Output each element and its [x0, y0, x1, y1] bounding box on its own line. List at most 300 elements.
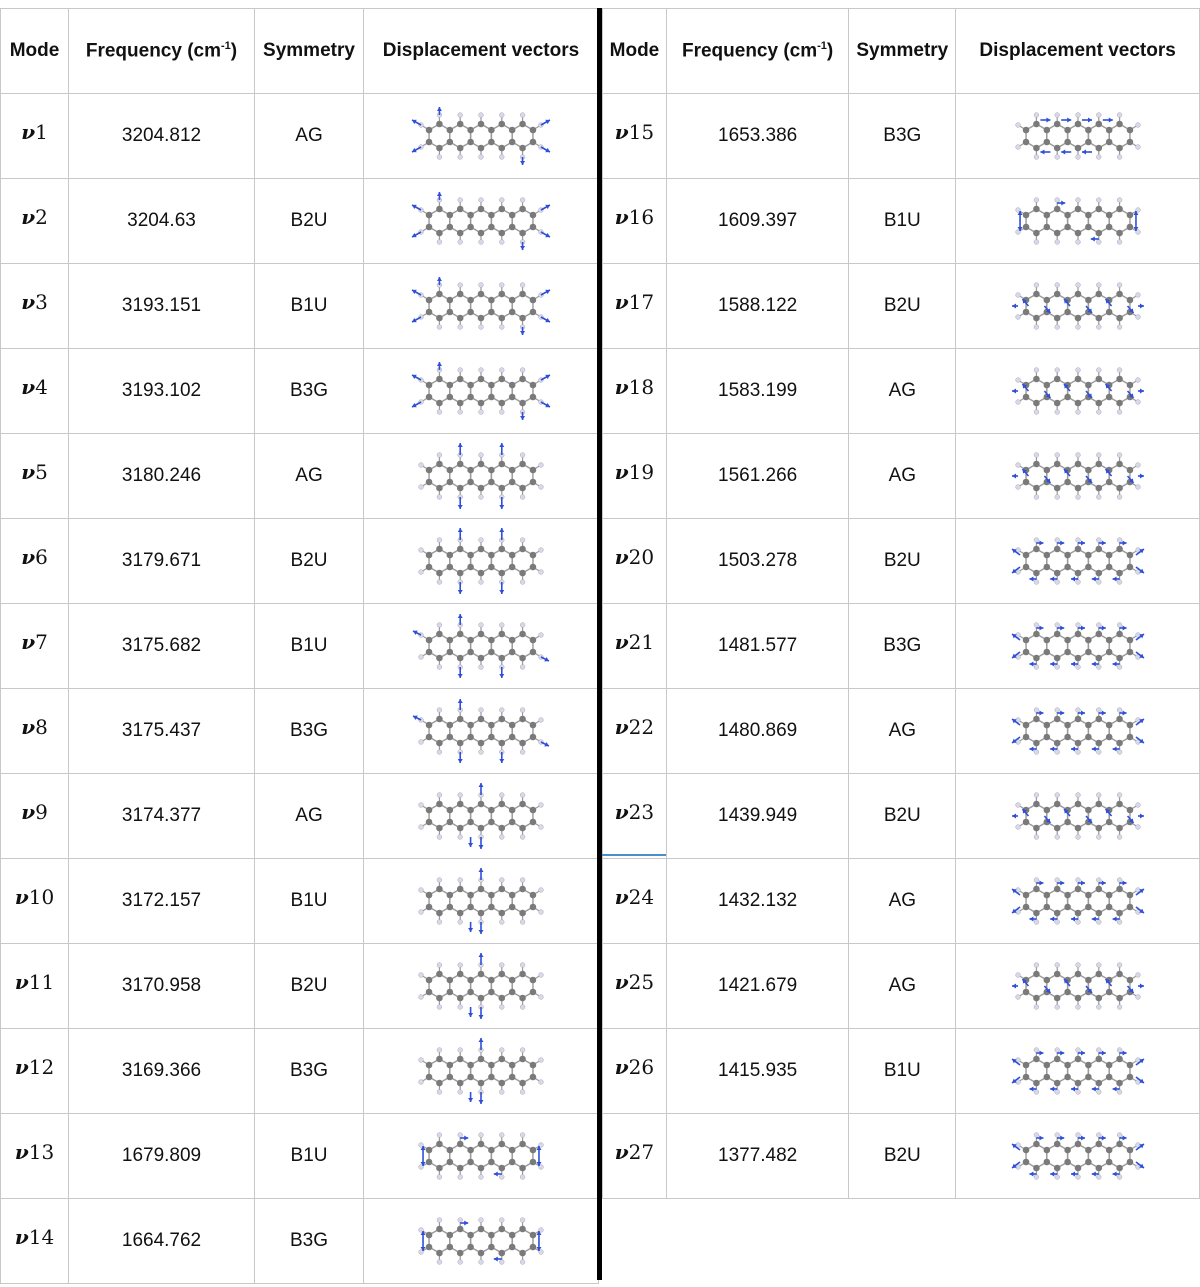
- carbon-atom: [1126, 564, 1133, 571]
- carbon-atom: [1074, 546, 1081, 553]
- hydrogen-atom: [1117, 283, 1122, 288]
- frequency-cell: 1561.266: [666, 434, 848, 519]
- mode-cell: [603, 689, 667, 774]
- mode-number: 21: [628, 629, 655, 654]
- carbon-atom: [1064, 892, 1071, 899]
- carbon-atom: [436, 1080, 443, 1087]
- carbon-atom: [1033, 1141, 1040, 1148]
- table-row: [603, 1029, 1200, 1114]
- carbon-atom: [467, 637, 474, 644]
- carbon-atom: [509, 309, 516, 316]
- hydrogen-atom: [539, 973, 544, 978]
- carbon-atom: [1064, 139, 1071, 146]
- carbon-atom: [1095, 1056, 1102, 1063]
- carbon-atom: [1116, 655, 1123, 662]
- mode-number: 19: [628, 459, 655, 484]
- carbon-atom: [1126, 467, 1133, 474]
- displacement-vectors-cell: [956, 1029, 1200, 1114]
- carbon-atom: [498, 546, 505, 553]
- hydrogen-atom: [1054, 1175, 1059, 1180]
- hydrogen-atom: [1054, 623, 1059, 628]
- carbon-atom: [530, 139, 537, 146]
- carbon-atom: [1126, 977, 1133, 984]
- displacement-vectors-cell: [956, 434, 1200, 519]
- carbon-atom: [1054, 910, 1061, 917]
- carbon-atom: [1064, 564, 1071, 571]
- table-row: [603, 434, 1200, 519]
- carbon-atom: [1033, 485, 1040, 492]
- mode-number: 24: [628, 884, 655, 909]
- carbon-atom: [1106, 989, 1113, 996]
- hydrogen-atom: [437, 793, 442, 798]
- hydrogen-atom: [1054, 538, 1059, 543]
- mode-symbol: ν: [14, 1224, 29, 1249]
- carbon-atom: [1033, 716, 1040, 723]
- mode-number: 23: [628, 799, 655, 824]
- hydrogen-atom: [437, 1260, 442, 1265]
- carbon-atom: [509, 819, 516, 826]
- displacement-arrow: [1138, 304, 1144, 309]
- mode-number: 10: [28, 884, 55, 909]
- carbon-atom: [1043, 722, 1050, 729]
- displacement-arrow: [1012, 474, 1018, 479]
- displacement-arrow: [541, 375, 550, 380]
- mode-cell: [1, 179, 69, 264]
- carbon-atom: [1116, 1080, 1123, 1087]
- carbon-atom: [1074, 230, 1081, 237]
- carbon-atom: [1064, 1159, 1071, 1166]
- carbon-atom: [426, 637, 433, 644]
- hydrogen-atom: [419, 570, 424, 575]
- hydrogen-atom: [1096, 1048, 1101, 1053]
- hydrogen-atom: [520, 538, 525, 543]
- mode-cell: [1, 774, 69, 859]
- hydrogen-atom: [479, 283, 484, 288]
- displacement-vectors-cell: [956, 179, 1200, 264]
- hydrogen-atom: [479, 240, 484, 245]
- displacement-arrow: [1138, 984, 1144, 989]
- carbon-atom: [1022, 552, 1029, 559]
- carbon-atom: [478, 825, 485, 832]
- carbon-atom: [1116, 971, 1123, 978]
- hydrogen-atom: [419, 888, 424, 893]
- displacement-arrow: [1082, 118, 1092, 123]
- carbon-atom: [519, 1165, 526, 1172]
- carbon-atom: [426, 989, 433, 996]
- carbon-atom: [498, 1056, 505, 1063]
- hydrogen-atom: [1034, 410, 1039, 415]
- hydrogen-atom: [479, 708, 484, 713]
- carbon-atom: [457, 801, 464, 808]
- hydrogen-atom: [1117, 1048, 1122, 1053]
- carbon-atom: [447, 479, 454, 486]
- carbon-atom: [1095, 910, 1102, 917]
- hydrogen-atom: [499, 1133, 504, 1138]
- carbon-atom: [1043, 382, 1050, 389]
- hydrogen-atom: [1015, 293, 1020, 298]
- carbon-atom: [498, 570, 505, 577]
- carbon-atom: [1095, 570, 1102, 577]
- carbon-atom: [488, 552, 495, 559]
- carbon-atom: [530, 977, 537, 984]
- mode-number: 16: [628, 204, 655, 229]
- hydrogen-atom: [1015, 463, 1020, 468]
- displacement-arrow: [541, 205, 550, 210]
- carbon-atom: [1064, 819, 1071, 826]
- carbon-atom: [467, 1159, 474, 1166]
- carbon-atom: [1095, 461, 1102, 468]
- carbon-atom: [488, 649, 495, 656]
- carbon-atom: [530, 212, 537, 219]
- carbon-atom: [519, 376, 526, 383]
- hydrogen-atom: [499, 920, 504, 925]
- carbon-atom: [1043, 1147, 1050, 1154]
- carbon-atom: [1074, 886, 1081, 893]
- carbon-atom: [436, 145, 443, 152]
- hydrogen-atom: [437, 665, 442, 670]
- hydrogen-atom: [499, 878, 504, 883]
- symmetry-cell: B2U: [255, 519, 364, 604]
- carbon-atom: [498, 1226, 505, 1233]
- carbon-atom: [1043, 224, 1050, 231]
- carbon-atom: [447, 1244, 454, 1251]
- carbon-atom: [426, 1232, 433, 1239]
- carbon-atom: [1085, 649, 1092, 656]
- carbon-atom: [498, 1080, 505, 1087]
- hydrogen-atom: [1117, 1005, 1122, 1010]
- carbon-atom: [509, 807, 516, 814]
- carbon-atom: [436, 825, 443, 832]
- hydrogen-atom: [1075, 368, 1080, 373]
- carbon-atom: [1054, 1165, 1061, 1172]
- hydrogen-atom: [539, 803, 544, 808]
- carbon-atom: [478, 546, 485, 553]
- mode-cell: [603, 859, 667, 944]
- table-row: [1, 434, 599, 519]
- hydrogen-atom: [520, 623, 525, 628]
- carbon-atom: [509, 1232, 516, 1239]
- carbon-atom: [447, 649, 454, 656]
- mode-symbol: ν: [21, 629, 36, 654]
- carbon-atom: [1116, 230, 1123, 237]
- carbon-atom: [457, 485, 464, 492]
- carbon-atom: [1095, 400, 1102, 407]
- carbon-atom: [1054, 376, 1061, 383]
- carbon-atom: [509, 977, 516, 984]
- frequency-cell: 3170.958: [69, 944, 255, 1029]
- carbon-atom: [1064, 637, 1071, 644]
- hydrogen-atom: [458, 835, 463, 840]
- carbon-atom: [447, 1062, 454, 1069]
- hydrogen-atom: [520, 878, 525, 883]
- carbon-atom: [498, 825, 505, 832]
- hydrogen-atom: [1015, 995, 1020, 1000]
- hydrogen-atom: [1034, 368, 1039, 373]
- carbon-atom: [509, 1074, 516, 1081]
- carbon-atom: [457, 461, 464, 468]
- hydrogen-atom: [1054, 963, 1059, 968]
- carbon-atom: [457, 1250, 464, 1257]
- carbon-atom: [1074, 655, 1081, 662]
- carbon-atom: [1033, 995, 1040, 1002]
- hydrogen-atom: [437, 1175, 442, 1180]
- hydrogen-atom: [1075, 708, 1080, 713]
- carbon-atom: [519, 740, 526, 747]
- carbon-atom: [519, 971, 526, 978]
- hydrogen-atom: [539, 1058, 544, 1063]
- carbon-atom: [478, 1165, 485, 1172]
- carbon-atom: [519, 825, 526, 832]
- mode-cell: [1, 1114, 69, 1199]
- hydrogen-atom: [1135, 485, 1140, 490]
- carbon-atom: [1064, 1147, 1071, 1154]
- hydrogen-atom: [499, 113, 504, 118]
- carbon-atom: [488, 479, 495, 486]
- hydrogen-atom: [1096, 198, 1101, 203]
- mode-number: 1: [35, 119, 48, 144]
- carbon-atom: [436, 801, 443, 808]
- carbon-atom: [1054, 716, 1061, 723]
- carbon-atom: [1116, 910, 1123, 917]
- carbon-atom: [447, 1147, 454, 1154]
- carbon-atom: [1126, 1074, 1133, 1081]
- hydrogen-atom: [1117, 1133, 1122, 1138]
- carbon-atom: [467, 212, 474, 219]
- hydrogen-atom: [1015, 123, 1020, 128]
- carbon-atom: [509, 564, 516, 571]
- carbon-atom: [1054, 546, 1061, 553]
- displacement-arrow: [1061, 118, 1071, 123]
- carbon-atom: [1043, 1159, 1050, 1166]
- frequency-cell: 1415.935: [666, 1029, 848, 1114]
- symmetry-cell: B1U: [849, 179, 956, 264]
- hydrogen-atom: [1096, 1175, 1101, 1180]
- carbon-atom: [498, 655, 505, 662]
- hydrogen-atom: [1054, 835, 1059, 840]
- carbon-atom: [457, 740, 464, 747]
- hydrogen-atom: [1117, 1090, 1122, 1095]
- carbon-atom: [436, 910, 443, 917]
- carbon-atom: [426, 382, 433, 389]
- carbon-atom: [488, 734, 495, 741]
- hydrogen-atom: [539, 825, 544, 830]
- hydrogen-atom: [520, 1260, 525, 1265]
- hydrogen-atom: [499, 325, 504, 330]
- frequency-cell: 3174.377: [69, 774, 255, 859]
- carbon-atom: [478, 1056, 485, 1063]
- carbon-atom: [467, 297, 474, 304]
- hydrogen-atom: [479, 198, 484, 203]
- carbon-atom: [1106, 394, 1113, 401]
- carbon-atom: [436, 230, 443, 237]
- table-row: [1, 94, 599, 179]
- carbon-atom: [1074, 716, 1081, 723]
- carbon-atom: [1106, 722, 1113, 729]
- frequency-cell: 1432.132: [666, 859, 848, 944]
- displacement-vectors-cell: [956, 944, 1200, 1029]
- carbon-atom: [447, 722, 454, 729]
- header-mode: Mode: [1, 9, 69, 94]
- molecule-diagram: [381, 607, 581, 685]
- hydrogen-atom: [1117, 878, 1122, 883]
- carbon-atom: [478, 230, 485, 237]
- carbon-atom: [519, 631, 526, 638]
- table-row: [1, 1114, 599, 1199]
- hydrogen-atom: [1075, 963, 1080, 968]
- hydrogen-atom: [1135, 400, 1140, 405]
- carbon-atom: [1033, 1165, 1040, 1172]
- carbon-atom: [1074, 400, 1081, 407]
- carbon-atom: [530, 479, 537, 486]
- carbon-atom: [1085, 297, 1092, 304]
- mode-cell: [1, 519, 69, 604]
- hydrogen-atom: [1034, 240, 1039, 245]
- carbon-atom: [1085, 139, 1092, 146]
- hydrogen-atom: [458, 283, 463, 288]
- carbon-atom: [467, 139, 474, 146]
- carbon-atom: [1033, 291, 1040, 298]
- carbon-atom: [1116, 546, 1123, 553]
- symmetry-cell: B2U: [255, 179, 364, 264]
- carbon-atom: [426, 977, 433, 984]
- mode-number: 22: [628, 714, 655, 739]
- carbon-atom: [426, 807, 433, 814]
- hydrogen-atom: [1096, 538, 1101, 543]
- carbon-atom: [1126, 734, 1133, 741]
- displacement-vectors-cell: [364, 774, 599, 859]
- carbon-atom: [488, 637, 495, 644]
- carbon-atom: [1064, 224, 1071, 231]
- hydrogen-atom: [458, 155, 463, 160]
- carbon-atom: [509, 649, 516, 656]
- molecule-diagram: [381, 352, 581, 430]
- hydrogen-atom: [479, 750, 484, 755]
- carbon-atom: [467, 989, 474, 996]
- carbon-atom: [530, 722, 537, 729]
- carbon-atom: [1054, 740, 1061, 747]
- carbon-atom: [1085, 904, 1092, 911]
- carbon-atom: [1054, 1080, 1061, 1087]
- carbon-atom: [447, 637, 454, 644]
- carbon-atom: [519, 206, 526, 213]
- hydrogen-atom: [499, 1260, 504, 1265]
- hydrogen-atom: [499, 835, 504, 840]
- carbon-atom: [1106, 212, 1113, 219]
- carbon-atom: [509, 382, 516, 389]
- symmetry-cell: B3G: [255, 1199, 364, 1284]
- carbon-atom: [467, 467, 474, 474]
- carbon-atom: [1022, 224, 1029, 231]
- carbon-atom: [1054, 1141, 1061, 1148]
- carbon-atom: [1033, 825, 1040, 832]
- table-row: [1, 604, 599, 689]
- hydrogen-atom: [1135, 293, 1140, 298]
- carbon-atom: [1033, 655, 1040, 662]
- hydrogen-atom: [1015, 485, 1020, 490]
- carbon-atom: [1116, 121, 1123, 128]
- hydrogen-atom: [520, 453, 525, 458]
- carbon-atom: [1054, 825, 1061, 832]
- hydrogen-atom: [1117, 453, 1122, 458]
- symmetry-cell: B2U: [849, 774, 956, 859]
- mode-symbol: ν: [614, 714, 629, 739]
- hydrogen-atom: [520, 368, 525, 373]
- carbon-atom: [457, 230, 464, 237]
- symmetry-cell: B2U: [255, 944, 364, 1029]
- carbon-atom: [1033, 400, 1040, 407]
- molecule-diagram: [381, 97, 581, 175]
- carbon-atom: [519, 910, 526, 917]
- hydrogen-atom: [1034, 878, 1039, 883]
- carbon-atom: [530, 564, 537, 571]
- carbon-atom: [1033, 376, 1040, 383]
- displacement-arrow: [541, 232, 550, 237]
- hydrogen-atom: [1034, 835, 1039, 840]
- carbon-atom: [488, 1232, 495, 1239]
- carbon-atom: [447, 309, 454, 316]
- hydrogen-atom: [1034, 453, 1039, 458]
- mode-symbol: ν: [21, 459, 36, 484]
- carbon-atom: [519, 400, 526, 407]
- symmetry-cell: AG: [849, 859, 956, 944]
- hydrogen-atom: [1054, 708, 1059, 713]
- displacement-arrow: [412, 232, 421, 237]
- carbon-atom: [1043, 649, 1050, 656]
- hydrogen-atom: [1117, 708, 1122, 713]
- vibrational-modes-table-right: [602, 8, 1200, 1199]
- mode-number: 9: [35, 799, 48, 824]
- carbon-atom: [530, 467, 537, 474]
- header-row: [1, 9, 599, 94]
- carbon-atom: [426, 309, 433, 316]
- hydrogen-atom: [437, 410, 442, 415]
- hydrogen-atom: [520, 1175, 525, 1180]
- carbon-atom: [1126, 297, 1133, 304]
- mode-symbol: ν: [614, 884, 629, 909]
- hydrogen-atom: [458, 1048, 463, 1053]
- carbon-atom: [426, 892, 433, 899]
- carbon-atom: [530, 394, 537, 401]
- carbon-atom: [530, 552, 537, 559]
- carbon-atom: [436, 1056, 443, 1063]
- carbon-atom: [436, 121, 443, 128]
- carbon-atom: [1074, 315, 1081, 322]
- carbon-atom: [1095, 376, 1102, 383]
- carbon-atom: [1022, 637, 1029, 644]
- hydrogen-atom: [419, 655, 424, 660]
- hydrogen-atom: [1075, 1133, 1080, 1138]
- carbon-atom: [478, 315, 485, 322]
- hydrogen-atom: [520, 920, 525, 925]
- hydrogen-atom: [1034, 708, 1039, 713]
- table-row: [1, 774, 599, 859]
- hydrogen-atom: [1096, 1133, 1101, 1138]
- carbon-atom: [498, 995, 505, 1002]
- hydrogen-atom: [1075, 453, 1080, 458]
- symmetry-cell: AG: [849, 689, 956, 774]
- carbon-atom: [498, 230, 505, 237]
- carbon-atom: [1095, 230, 1102, 237]
- accent-rule: [602, 854, 666, 856]
- frequency-cell: 1588.122: [666, 264, 848, 349]
- carbon-atom: [1085, 1159, 1092, 1166]
- carbon-atom: [509, 1159, 516, 1166]
- carbon-atom: [1085, 637, 1092, 644]
- displacement-arrow: [1061, 150, 1071, 155]
- hydrogen-atom: [1054, 453, 1059, 458]
- mode-number: 15: [628, 119, 655, 144]
- frequency-cell: 1679.809: [69, 1114, 255, 1199]
